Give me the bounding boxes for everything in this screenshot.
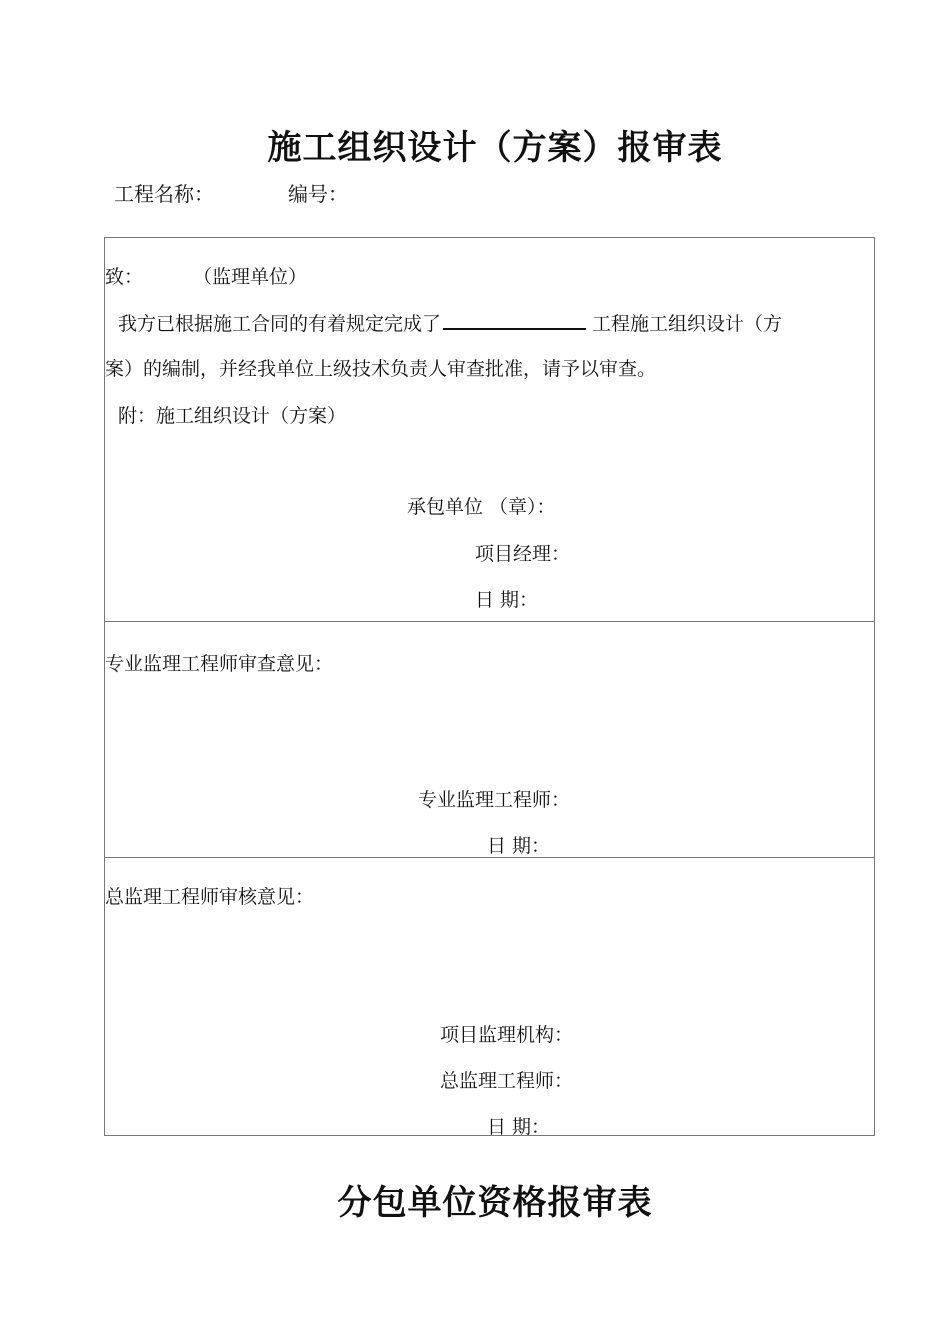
next-form-title: 分包单位资格报审表	[337, 1183, 653, 1223]
contractor-submission-section	[105, 238, 874, 622]
date-label: 日 期：	[475, 589, 539, 611]
attachment-note: 附：施工组织设计（方案）	[118, 405, 347, 427]
chief-opinion-heading: 总监理工程师审核意见：	[105, 886, 315, 908]
project-name-blank[interactable]	[443, 310, 586, 330]
specialist-engineer-label: 专业监理工程师：	[418, 789, 571, 811]
project-name-label: 工程名称：	[114, 182, 214, 206]
number-label: 编号：	[288, 182, 348, 206]
date-label: 日 期：	[487, 1116, 551, 1138]
chief-engineer-label: 总监理工程师：	[440, 1070, 574, 1092]
addressee-label: 致：	[105, 266, 144, 288]
supervision-organization-label: 项目监理机构：	[440, 1024, 574, 1046]
statement-middle: 工程施工组织设计（方	[592, 313, 783, 335]
specialist-review-section	[105, 622, 874, 858]
statement-start: 我方已根据施工合同的有着规定完成了	[118, 313, 442, 335]
submission-statement-line1	[118, 309, 782, 336]
chief-review-section	[105, 858, 874, 1138]
supervision-unit-label: （监理单位）	[193, 266, 308, 288]
specialist-opinion-heading: 专业监理工程师审查意见：	[105, 653, 334, 675]
submission-statement-line2: 案）的编制，并经我单位上级技术负责人审查批准，请予以审查。	[105, 358, 657, 380]
contractor-seal-label: 承包单位 （章）：	[407, 496, 556, 518]
review-form-table	[104, 237, 875, 1136]
date-label: 日 期：	[487, 835, 551, 857]
form-title: 施工组织设计（方案）报审表	[267, 128, 723, 168]
project-manager-label: 项目经理：	[475, 543, 571, 565]
